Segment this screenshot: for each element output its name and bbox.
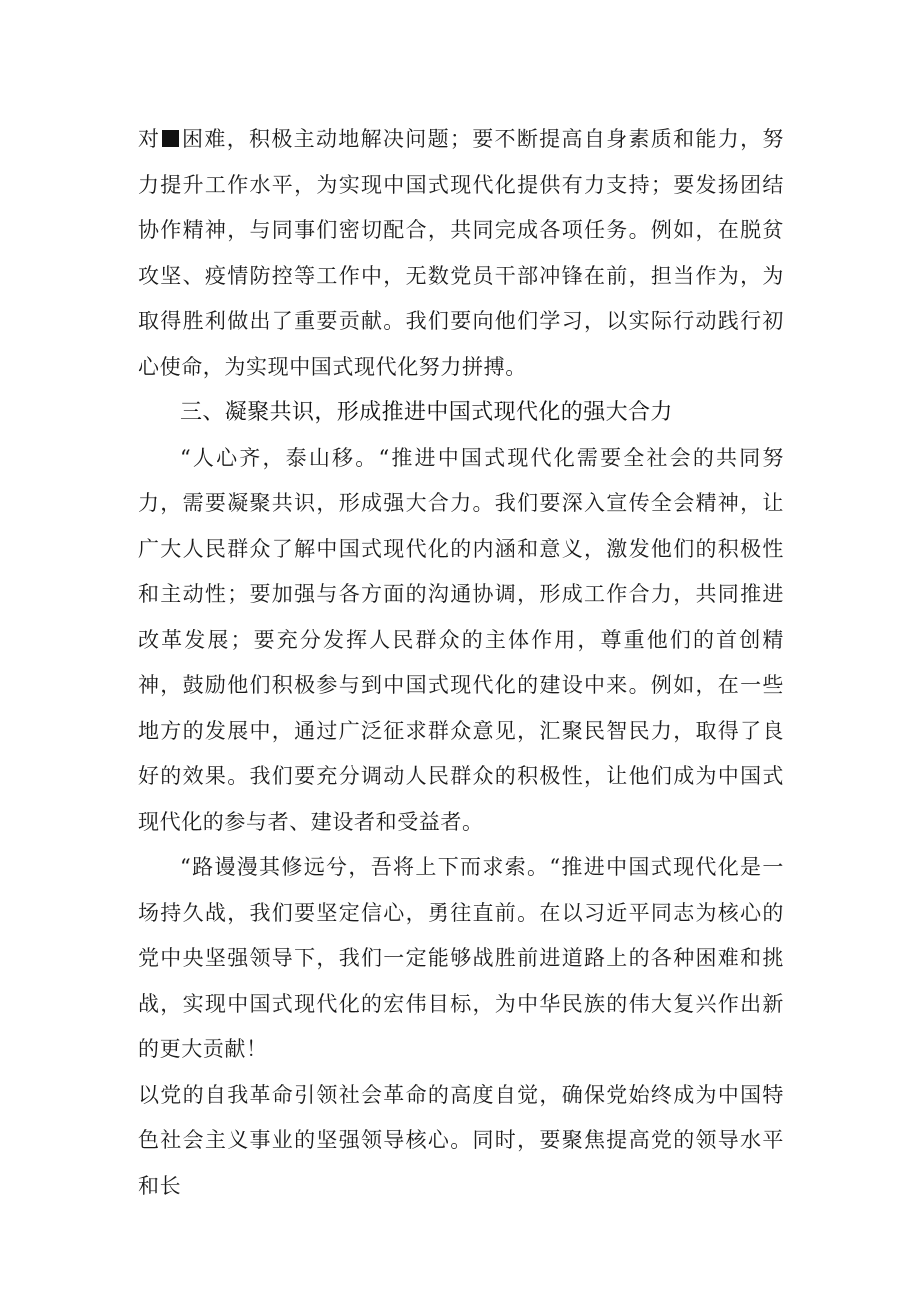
paragraph-continued-text: 困难，积极主动地解决问题；要不断提高自身素质和能力，努力提升工作水平，为实现中国式现代化提供有力支持；要发扬团结协作精神，与同事们密切配合，共同完成各项任务。例如，在脱贫攻坚、疫情防控等工作中，无数党员干部冲锋在前，担当作为，为取得胜利做出了重要贡献。我们要向他们学习，以实际行动践行初心使命，为实现中国式现代化努力拼搏。 bbox=[138, 127, 784, 379]
paragraph-continued bbox=[138, 117, 784, 390]
paragraph-closing: “路谩漫其修远兮，吾将上下而求索。“推进中国式现代化是一场持久战，我们要坚定信心，勇往直前。在以习近平同志为核心的党中央坚强领导下，我们一定能够战胜前进道路上的各种困难和挑战，实现中国式现代化的宏伟目标，为中华民族的伟大复兴作出新的更大贡献！ bbox=[138, 855, 784, 1061]
paragraph-next: 以党的自我革命引领社会革命的高度自觉，确保党始终成为中国特色社会主义事业的坚强领导核心。同时，要聚焦提高党的领导水平和长 bbox=[138, 1082, 784, 1198]
section-heading: 三、凝聚共识，形成推进中国式现代化的强大合力 bbox=[180, 400, 673, 425]
paragraph-continued-prefix: 对 bbox=[138, 127, 161, 151]
document-page bbox=[138, 117, 784, 1209]
paragraph-consensus: “人心齐，泰山移。“推进中国式现代化需要全社会的共同努力，需要凝聚共识，形成强大合力。我们要深入宣传全会精神，让广大人民群众了解中国式现代化的内涵和意义，激发他们的积极性和主动性；要加强与各方面的沟通协调，形成工作合力，共同推进改革发展；要充分发挥人民群众的主体作用，尊重他们的首创精神，鼓励他们积极参与到中国式现代化的建设中来。例如，在一些地方的发展中，通过广泛征求群众意见，汇聚民智民力，取得了良好的效果。我们要充分调动人民群众的积极性，让他们成为中国式现代化的参与者、建设者和受益者。 bbox=[138, 445, 784, 834]
redaction-square-icon bbox=[162, 130, 179, 147]
